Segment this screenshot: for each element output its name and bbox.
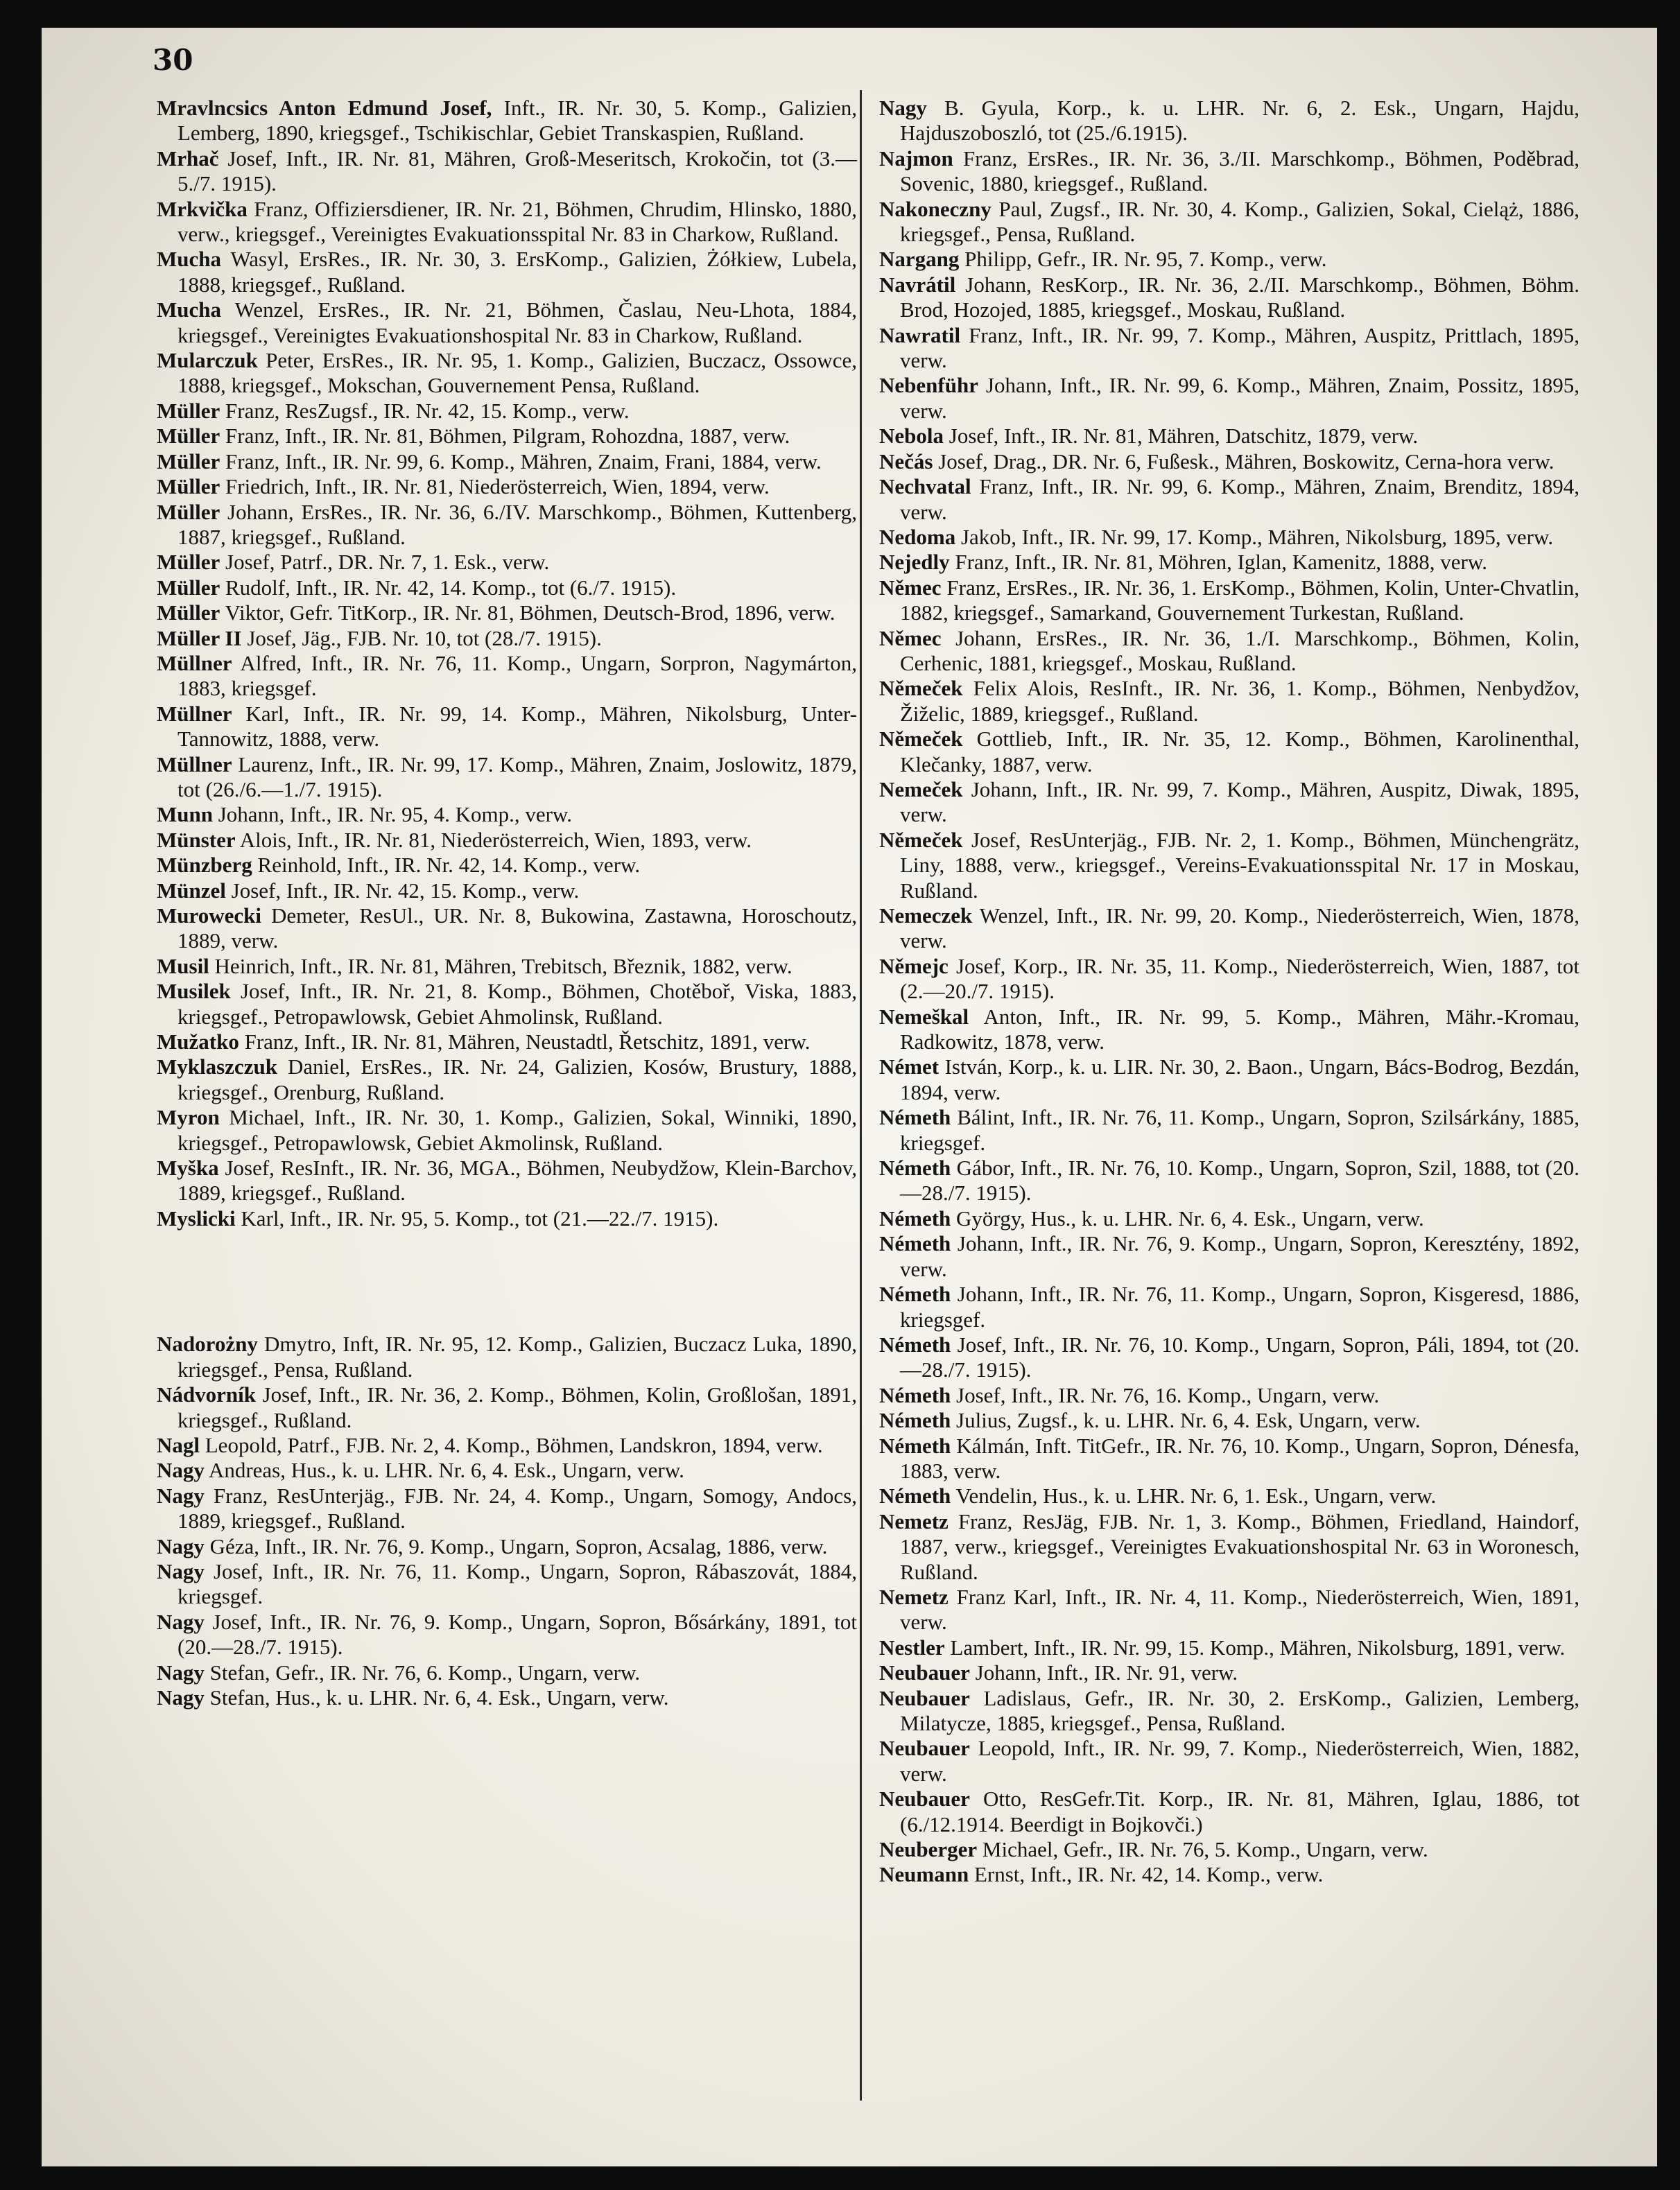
entry-details: Franz, Inft., IR. Nr. 99, 6. Komp., Mähren, Znaim, Brenditz, 1894, verw. [900, 474, 1579, 524]
entry-surname: Neuberger [879, 1837, 978, 1862]
entry-details: Viktor, Gefr. TitKorp., IR. Nr. 81, Böhmen, Deutsch-Brod, 1896, verw. [220, 600, 835, 625]
entry-details: Franz, ResZugsf., IR. Nr. 42, 15. Komp., verw. [220, 398, 630, 423]
entry-surname: Németh [879, 1332, 951, 1357]
entry-surname: Nádvorník [157, 1382, 256, 1407]
list-item [157, 424, 857, 449]
list-item [879, 247, 1579, 272]
list-item [157, 550, 857, 575]
entry-details: Philipp, Gefr., IR. Nr. 95, 7. Komp., verw. [959, 247, 1327, 272]
entry-details: Franz, ErsRes., IR. Nr. 36, 1. ErsKomp., Böhmen, Kolin, Unter-Chvatlin, 1882, kriegsgef., Samarkand, Gouvernement Turkestan, Rußland. [900, 575, 1579, 625]
entry-surname: Nagy [879, 96, 927, 120]
list-item [157, 1029, 857, 1054]
list-item [157, 1458, 857, 1483]
entry-details: Kálmán, Inft. TitGefr., IR. Nr. 76, 10. Komp., Ungarn, Sopron, Dénesfa, 1883, verw. [900, 1433, 1579, 1483]
entry-surname: Németh [879, 1282, 951, 1307]
list-item [879, 727, 1579, 777]
entry-details: Josef, Inft., IR. Nr. 81, Mähren, Datschitz, 1879, verw. [944, 424, 1419, 449]
entry-surname: Nagy [157, 1660, 205, 1685]
entry-details: Wenzel, ErsRes., IR. Nr. 21, Böhmen, Časlau, Neu-Lhota, 1884, kriegsgef., Vereinigtes Evakuationshospital Nr. 83 in Charkow, Rußland. [177, 297, 857, 347]
entry-details: Daniel, ErsRes., IR. Nr. 24, Galizien, Kosów, Brustury, 1888, kriegsgef., Orenburg, Rußland. [177, 1054, 857, 1104]
entry-surname: Németh [879, 1382, 951, 1407]
left-column [157, 96, 857, 1710]
entry-surname: Mularczuk [157, 348, 258, 373]
list-item [157, 247, 857, 297]
entry-details: Demeter, ResUl., UR. Nr. 8, Bukowina, Zastawna, Horoschoutz, 1889, verw. [177, 903, 857, 953]
entry-surname: Németh [879, 1105, 951, 1130]
entry-surname: Nagy [157, 1533, 205, 1558]
entry-surname: Müllner [157, 701, 232, 726]
entry-details: Johann, Inft., IR. Nr. 99, 6. Komp., Mähren, Znaim, Possitz, 1895, verw. [900, 373, 1579, 423]
list-item [879, 626, 1579, 677]
list-item [879, 1837, 1579, 1862]
list-item [157, 626, 857, 651]
list-item [157, 1660, 857, 1685]
entry-details: Johann, Inft., IR. Nr. 76, 11. Komp., Ungarn, Sopron, Kisgeresd, 1886, kriegsgef. [900, 1282, 1579, 1332]
entry-surname: Németh [879, 1433, 951, 1458]
entry-surname: Neumann [879, 1862, 969, 1887]
entry-surname: Němec [879, 625, 942, 650]
entry-surname: Neubauer [879, 1660, 970, 1685]
entry-details: Géza, Inft., IR. Nr. 76, 9. Komp., Ungarn, Sopron, Acsalag, 1886, verw. [204, 1533, 828, 1558]
entry-surname: Münzberg [157, 853, 252, 878]
entry-details: Wasyl, ErsRes., IR. Nr. 30, 3. ErsKomp., Galizien, Żółkiew, Lubela, 1888, kriegsgef., Rußland. [177, 247, 857, 297]
entry-details: Franz, Offiziersdiener, IR. Nr. 21, Böhmen, Chrudim, Hlinsko, 1880, verw., kriegsgef., Vereinigtes Evakuationsspital Nr. 83 in Charkow, Rußland. [177, 196, 857, 247]
entry-details: Ladislaus, Gefr., IR. Nr. 30, 2. ErsKomp., Galizien, Lemberg, Milatycze, 1885, kriegsgef., Pensa, Rußland. [900, 1685, 1579, 1735]
list-item [879, 1332, 1579, 1383]
entry-details: Peter, ErsRes., IR. Nr. 95, 1. Komp., Galizien, Buczacz, Ossowce, 1888, kriegsgef., Mokschan, Gouvernement Pensa, Rußland. [177, 348, 857, 398]
entry-details: Johann, ResKorp., IR. Nr. 36, 2./II. Marschkomp., Böhmen, Böhm. Brod, Hozojed, 1885, kriegsgef., Moskau, Rußland. [900, 272, 1579, 322]
entry-surname: Nagy [157, 1609, 205, 1634]
entry-details: Leopold, Patrf., FJB. Nr. 2, 4. Komp., Böhmen, Landskron, 1894, verw. [200, 1432, 823, 1457]
entry-details: Alois, Inft., IR. Nr. 81, Niederösterreich, Wien, 1893, verw. [235, 827, 752, 852]
entry-details: Franz, Inft., IR. Nr. 99, 6. Komp., Mähren, Znaim, Frani, 1884, verw. [220, 449, 822, 473]
list-item [157, 449, 857, 474]
list-item [879, 1585, 1579, 1635]
list-item [157, 146, 857, 197]
list-item [157, 979, 857, 1029]
list-item [879, 1005, 1579, 1055]
document-page [42, 28, 1657, 2166]
entry-surname: Najmon [879, 146, 953, 171]
entry-surname: Nemeškal [879, 1004, 969, 1029]
list-item [157, 752, 857, 803]
entry-surname: Neubauer [879, 1736, 970, 1761]
list-item [157, 1559, 857, 1610]
list-item [879, 1054, 1579, 1105]
list-item [879, 1484, 1579, 1509]
entry-details: Anton, Inft., IR. Nr. 99, 5. Komp., Mähren, Mähr.-Kromau, Radkowitz, 1878, verw. [900, 1004, 1579, 1054]
list-item [157, 197, 857, 247]
entry-surname: Němeček [879, 727, 963, 751]
entry-surname: Myslicki [157, 1206, 236, 1231]
entry-surname: Németh [879, 1484, 951, 1509]
list-item [157, 853, 857, 878]
entry-surname: Nemeček [879, 776, 963, 801]
entry-details: Josef, Inft., IR. Nr. 36, 2. Komp., Böhmen, Kolin, Großlošan, 1891, kriegsgef., Rußland. [177, 1382, 857, 1432]
entry-details: Josef, Patrf., DR. Nr. 7, 1. Esk., verw. [220, 550, 550, 575]
entry-details: Karl, Inft., IR. Nr. 95, 5. Komp., tot (21.—22./7. 1915). [235, 1206, 719, 1231]
entry-details: Johann, Inft., IR. Nr. 95, 4. Komp., verw. [212, 802, 573, 827]
entry-surname: Nagl [157, 1432, 200, 1457]
list-item [157, 297, 857, 348]
entry-details: Leopold, Inft., IR. Nr. 99, 7. Komp., Niederösterreich, Wien, 1882, verw. [900, 1736, 1579, 1786]
list-item [879, 1660, 1579, 1685]
column-divider [860, 90, 862, 2101]
page-number: 30 [153, 43, 193, 77]
entry-details: Josef, Inft., IR. Nr. 76, 10. Komp., Ungarn, Sopron, Páli, 1894, tot (20.—28./7. 1915). [900, 1332, 1579, 1382]
entry-details: Vendelin, Hus., k. u. LHR. Nr. 6, 1. Esk., Ungarn, verw. [951, 1484, 1437, 1509]
entry-surname: Nagy [157, 1558, 205, 1583]
entry-details: Josef, Korp., IR. Nr. 35, 11. Komp., Niederösterreich, Wien, 1887, tot (2.—20./7. 1915). [900, 953, 1579, 1004]
entry-details: Josef, Inft., IR. Nr. 76, 11. Komp., Ungarn, Sopron, Rábaszovát, 1884, kriegsgef. [177, 1558, 857, 1609]
list-item [879, 1105, 1579, 1156]
entry-surname: Müller [157, 575, 220, 600]
list-item [879, 1736, 1579, 1787]
entry-surname: Mrhač [157, 146, 219, 171]
entry-details: Josef, Inft., IR. Nr. 21, 8. Komp., Böhmen, Chotěboř, Viska, 1883, kriegsgef., Petropawlowsk, Gebiet Ahmolinsk, Rußland. [177, 979, 857, 1029]
entry-surname: Nemetz [879, 1509, 949, 1533]
entry-details: Johann, Inft., IR. Nr. 91, verw. [969, 1660, 1238, 1685]
list-item [879, 550, 1579, 575]
entry-surname: Müller [157, 474, 220, 499]
entry-surname: Musil [157, 953, 209, 978]
entry-surname: Myška [157, 1156, 219, 1181]
list-item [157, 1054, 857, 1105]
entry-details: Bálint, Inft., IR. Nr. 76, 11. Komp., Ungarn, Sopron, Szilsárkány, 1885, kriegsgef. [900, 1105, 1579, 1155]
entry-details: Josef, Inft., IR. Nr. 42, 15. Komp., verw. [225, 878, 580, 903]
entry-surname: Nakoneczny [879, 196, 991, 221]
entry-details: Julius, Zugsf., k. u. LHR. Nr. 6, 4. Esk, Ungarn, verw. [951, 1408, 1421, 1433]
entry-details: Heinrich, Inft., IR. Nr. 81, Mähren, Trebitsch, Březnik, 1882, verw. [209, 953, 793, 978]
entry-surname: Münzel [157, 878, 226, 903]
list-item [157, 954, 857, 979]
entry-details: Franz, Inft., IR. Nr. 81, Böhmen, Pilgram, Rohozdna, 1887, verw. [220, 424, 790, 449]
list-item [157, 575, 857, 600]
entry-details: Rudolf, Inft., IR. Nr. 42, 14. Komp., tot (6./7. 1915). [220, 575, 677, 600]
entry-surname: Myron [157, 1105, 220, 1130]
list-item [879, 197, 1579, 247]
entry-surname: Nestler [879, 1635, 945, 1660]
entry-surname: Nedoma [879, 524, 956, 549]
entry-surname: Nečás [879, 449, 933, 473]
entry-surname: Németh [879, 1231, 951, 1256]
entry-details: Michael, Inft., IR. Nr. 30, 1. Komp., Galizien, Sokal, Winniki, 1890, kriegsgef., Petropawlowsk, Gebiet Akmolinsk, Rußland. [177, 1105, 857, 1155]
list-item [879, 1231, 1579, 1282]
entry-surname: Nargang [879, 247, 960, 272]
list-item [879, 525, 1579, 550]
list-item [879, 1635, 1579, 1660]
list-item [879, 777, 1579, 828]
entry-details: Inft., IR. Nr. 30, 5. Komp., Galizien, Lemberg, 1890, kriegsgef., Tschikischlar, Gebiet Transkaspien, Rußland. [177, 96, 857, 146]
entry-details: Franz Karl, Inft., IR. Nr. 4, 11. Komp., Niederösterreich, Wien, 1891, verw. [900, 1584, 1579, 1635]
entry-details: Josef, Drag., DR. Nr. 6, Fußesk., Mähren, Boskowitz, Cerna-hora verw. [933, 449, 1555, 473]
entry-surname: Myklaszczuk [157, 1054, 277, 1079]
list-item [879, 1862, 1579, 1887]
list-item [879, 96, 1579, 146]
entry-details: Franz, Inft., IR. Nr. 99, 7. Komp., Mähren, Auspitz, Prittlach, 1895, verw. [900, 322, 1579, 373]
entry-surname: Neubauer [879, 1787, 970, 1811]
list-item [879, 676, 1579, 727]
list-item [879, 828, 1579, 903]
entry-details: Johann, ErsRes., IR. Nr. 36, 1./I. Marschkomp., Böhmen, Kolin, Cerhenic, 1881, kriegsgef., Moskau, Rußland. [900, 625, 1579, 675]
entry-details: Felix Alois, ResInft., IR. Nr. 36, 1. Komp., Böhmen, Nenbydžov, Žiželic, 1889, kriegsgef., Rußland. [900, 676, 1579, 726]
entry-details: Lambert, Inft., IR. Nr. 99, 15. Komp., Mähren, Nikolsburg, 1891, verw. [944, 1635, 1566, 1660]
entry-details: Friedrich, Inft., IR. Nr. 81, Niederösterreich, Wien, 1894, verw. [220, 474, 770, 499]
entry-surname: Müllner [157, 650, 232, 675]
entry-details: Otto, ResGefr.Tit. Korp., IR. Nr. 81, Mähren, Iglau, 1886, tot (6./12.1914. Beerdigt in Bojkovči.) [900, 1787, 1579, 1836]
entry-surname: Német [879, 1054, 939, 1079]
entry-details: Alfred, Inft., IR. Nr. 76, 11. Komp., Ungarn, Sorpron, Nagymárton, 1883, kriegsgef. [177, 650, 857, 701]
entry-surname: Müller [157, 499, 220, 524]
list-item [879, 146, 1579, 197]
entry-surname: Müller II [157, 625, 242, 650]
entry-surname: Németh [879, 1408, 951, 1433]
entry-details: Josef, ResUnterjäg., FJB. Nr. 2, 1. Komp., Böhmen, Münchengrätz, Liny, 1888, verw., kriegsgef., Vereins-Evakuationsspital Nr. 17 in Moskau, Rußland. [900, 827, 1579, 903]
entry-surname: Németh [879, 1206, 951, 1231]
list-item [879, 272, 1579, 323]
entry-details: Franz, Inft., IR. Nr. 81, Mähren, Neustadtl, Řetschitz, 1891, verw. [239, 1029, 811, 1054]
list-item [157, 1433, 857, 1458]
entry-surname: Müller [157, 600, 220, 625]
list-item [157, 1610, 857, 1660]
entry-surname: Münster [157, 827, 236, 852]
list-item [879, 1434, 1579, 1484]
list-item [879, 954, 1579, 1005]
entry-details: György, Hus., k. u. LHR. Nr. 6, 4. Esk., Ungarn, verw. [951, 1206, 1424, 1231]
entry-details: Johann, ErsRes., IR. Nr. 36, 6./IV. Marschkomp., Böhmen, Kuttenberg, 1887, kriegsgef., Rußland. [177, 499, 857, 549]
entry-details: B. Gyula, Korp., k. u. LHR. Nr. 6, 2. Esk., Ungarn, Hajdu, Hajduszoboszló, tot (25./6.1915). [900, 96, 1579, 146]
entry-surname: Nadorożny [157, 1332, 258, 1357]
list-item [157, 1685, 857, 1710]
entry-details: Reinhold, Inft., IR. Nr. 42, 14. Komp., verw. [252, 853, 641, 878]
list-item [879, 424, 1579, 449]
entry-details: István, Korp., k. u. LIR. Nr. 30, 2. Baon., Ungarn, Bács-Bodrog, Bezdán, 1894, verw. [900, 1054, 1579, 1104]
entry-details: Paul, Zugsf., IR. Nr. 30, 4. Komp., Galizien, Sokal, Cieląż, 1886, kriegsgef., Pensa, Rußland. [900, 196, 1579, 247]
entry-surname: Nechvatal [879, 474, 971, 499]
list-item [879, 1509, 1579, 1585]
entry-details: Franz, ResUnterjäg., FJB. Nr. 24, 4. Komp., Ungarn, Somogy, Andocs, 1889, kriegsgef., Rußland. [177, 1483, 857, 1533]
entry-surname: Nebenführ [879, 373, 978, 398]
entry-surname: Němeček [879, 676, 963, 701]
entry-surname: Němeček [879, 827, 963, 852]
entry-details: Josef, Inft., IR. Nr. 76, 9. Komp., Ungarn, Sopron, Bősárkány, 1891, tot (20.—28./7. 1915). [177, 1609, 857, 1660]
entry-surname: Němec [879, 575, 942, 600]
list-item [879, 323, 1579, 374]
entry-details: Josef, Inft., IR. Nr. 76, 16. Komp., Ungarn, verw. [951, 1382, 1380, 1407]
list-item [879, 1787, 1579, 1837]
list-item [879, 1408, 1579, 1433]
list-item [879, 1156, 1579, 1206]
list-item [157, 1382, 857, 1433]
entry-surname: Nagy [157, 1685, 205, 1710]
entry-surname: Müller [157, 398, 220, 423]
list-item [879, 1206, 1579, 1231]
list-item [157, 1332, 857, 1382]
entry-details: Josef, Inft., IR. Nr. 81, Mähren, Groß-Meseritsch, Krokočin, tot (3.—5./7. 1915). [177, 146, 857, 196]
entry-details: Wenzel, Inft., IR. Nr. 99, 20. Komp., Niederösterreich, Wien, 1878, verw. [900, 903, 1579, 953]
entry-details: Dmytro, Inft, IR. Nr. 95, 12. Komp., Galizien, Buczacz Luka, 1890, kriegsgef., Pensa, Rußland. [177, 1332, 857, 1382]
entry-surname: Navrátil [879, 272, 956, 297]
entry-details: Franz, ResJäg, FJB. Nr. 1, 3. Komp., Böhmen, Friedland, Haindorf, 1887, verw., kriegsgef., Vereinigtes Evakuationshospital Nr. 63 in Woronesch, Rußland. [900, 1509, 1579, 1584]
list-item [157, 399, 857, 424]
entry-surname: Murowecki [157, 903, 261, 928]
entry-details: Laurenz, Inft., IR. Nr. 99, 17. Komp., Mähren, Znaim, Joslowitz, 1879, tot (26./6.—1./7. 1915). [177, 751, 857, 801]
entry-details: Michael, Gefr., IR. Nr. 76, 5. Komp., Ungarn, verw. [977, 1837, 1428, 1862]
entry-details: Jakob, Inft., IR. Nr. 99, 17. Komp., Mähren, Nikolsburg, 1895, verw. [955, 524, 1554, 549]
entry-details: Ernst, Inft., IR. Nr. 42, 14. Komp., verw. [969, 1862, 1324, 1887]
entry-details: Josef, Jäg., FJB. Nr. 10, tot (28./7. 1915). [241, 625, 602, 650]
entry-details: Andreas, Hus., k. u. LHR. Nr. 6, 4. Esk., Ungarn, verw. [204, 1458, 684, 1483]
entry-surname: Nagy [157, 1483, 205, 1508]
entry-surname: Mužatko [157, 1029, 239, 1054]
list-item [157, 1484, 857, 1534]
entry-surname: Mravlncsics Anton Edmund Josef, [157, 96, 492, 120]
list-item [157, 1534, 857, 1559]
list-item [157, 600, 857, 625]
entry-surname: Nebola [879, 424, 944, 449]
list-item [157, 903, 857, 954]
list-item [879, 903, 1579, 954]
entry-surname: Mrkvička [157, 196, 248, 221]
list-item [879, 373, 1579, 424]
right-column [879, 96, 1579, 1888]
entry-details: Franz, Inft., IR. Nr. 81, Möhren, Iglan, Kamenitz, 1888, verw. [949, 550, 1487, 575]
entry-surname: Nejedly [879, 550, 950, 575]
entry-details: Gábor, Inft., IR. Nr. 76, 10. Komp., Ungarn, Sopron, Szil, 1888, tot (20.—28./7. 1915). [900, 1156, 1579, 1206]
entry-details: Franz, ErsRes., IR. Nr. 36, 3./II. Marschkomp., Böhmen, Poděbrad, Sovenic, 1880, kriegsgef., Rußland. [900, 146, 1579, 196]
list-item [157, 702, 857, 752]
list-item [879, 474, 1579, 525]
entry-surname: Nagy [157, 1458, 205, 1483]
entry-details: Karl, Inft., IR. Nr. 99, 14. Komp., Mähren, Nikolsburg, Unter-Tannowitz, 1888, verw. [177, 701, 857, 751]
entry-surname: Müller [157, 550, 220, 575]
list-item [879, 1383, 1579, 1408]
entry-details: Josef, ResInft., IR. Nr. 36, MGA., Böhmen, Neubydžow, Klein-Barchov, 1889, kriegsgef., Rußland. [177, 1156, 857, 1206]
list-item [879, 449, 1579, 474]
list-item [157, 651, 857, 702]
entry-details: Johann, Inft., IR. Nr. 99, 7. Komp., Mähren, Auspitz, Diwak, 1895, verw. [900, 776, 1579, 827]
section-gap [157, 1231, 857, 1332]
entry-details: Gottlieb, Inft., IR. Nr. 35, 12. Komp., Böhmen, Karolinenthal, Klečanky, 1887, verw. [900, 727, 1579, 776]
list-item [157, 474, 857, 499]
entry-surname: Nawratil [879, 322, 961, 347]
entry-surname: Németh [879, 1156, 951, 1181]
entry-surname: Mucha [157, 297, 221, 322]
entry-surname: Müller [157, 424, 220, 449]
entry-details: Johann, Inft., IR. Nr. 76, 9. Komp., Ungarn, Sopron, Keresztény, 1892, verw. [900, 1231, 1579, 1281]
entry-surname: Müllner [157, 751, 232, 776]
list-item [157, 500, 857, 550]
list-item [157, 1105, 857, 1156]
list-item [157, 96, 857, 146]
list-item [157, 1156, 857, 1206]
entry-surname: Munn [157, 802, 213, 827]
list-item [879, 575, 1579, 626]
entry-surname: Němejc [879, 953, 949, 978]
entry-surname: Müller [157, 449, 220, 473]
list-item [157, 802, 857, 827]
list-item [157, 878, 857, 903]
entry-details: Stefan, Hus., k. u. LHR. Nr. 6, 4. Esk., Ungarn, verw. [204, 1685, 669, 1710]
list-item [157, 1206, 857, 1231]
entry-surname: Neubauer [879, 1685, 970, 1710]
list-item [157, 348, 857, 399]
entry-surname: Nemetz [879, 1584, 949, 1609]
entry-surname: Mucha [157, 247, 221, 272]
entry-surname: Musilek [157, 979, 231, 1004]
list-item [157, 828, 857, 853]
list-item [879, 1686, 1579, 1737]
entry-details: Stefan, Gefr., IR. Nr. 76, 6. Komp., Ungarn, verw. [204, 1660, 641, 1685]
list-item [879, 1282, 1579, 1332]
entry-surname: Nemeczek [879, 903, 973, 928]
